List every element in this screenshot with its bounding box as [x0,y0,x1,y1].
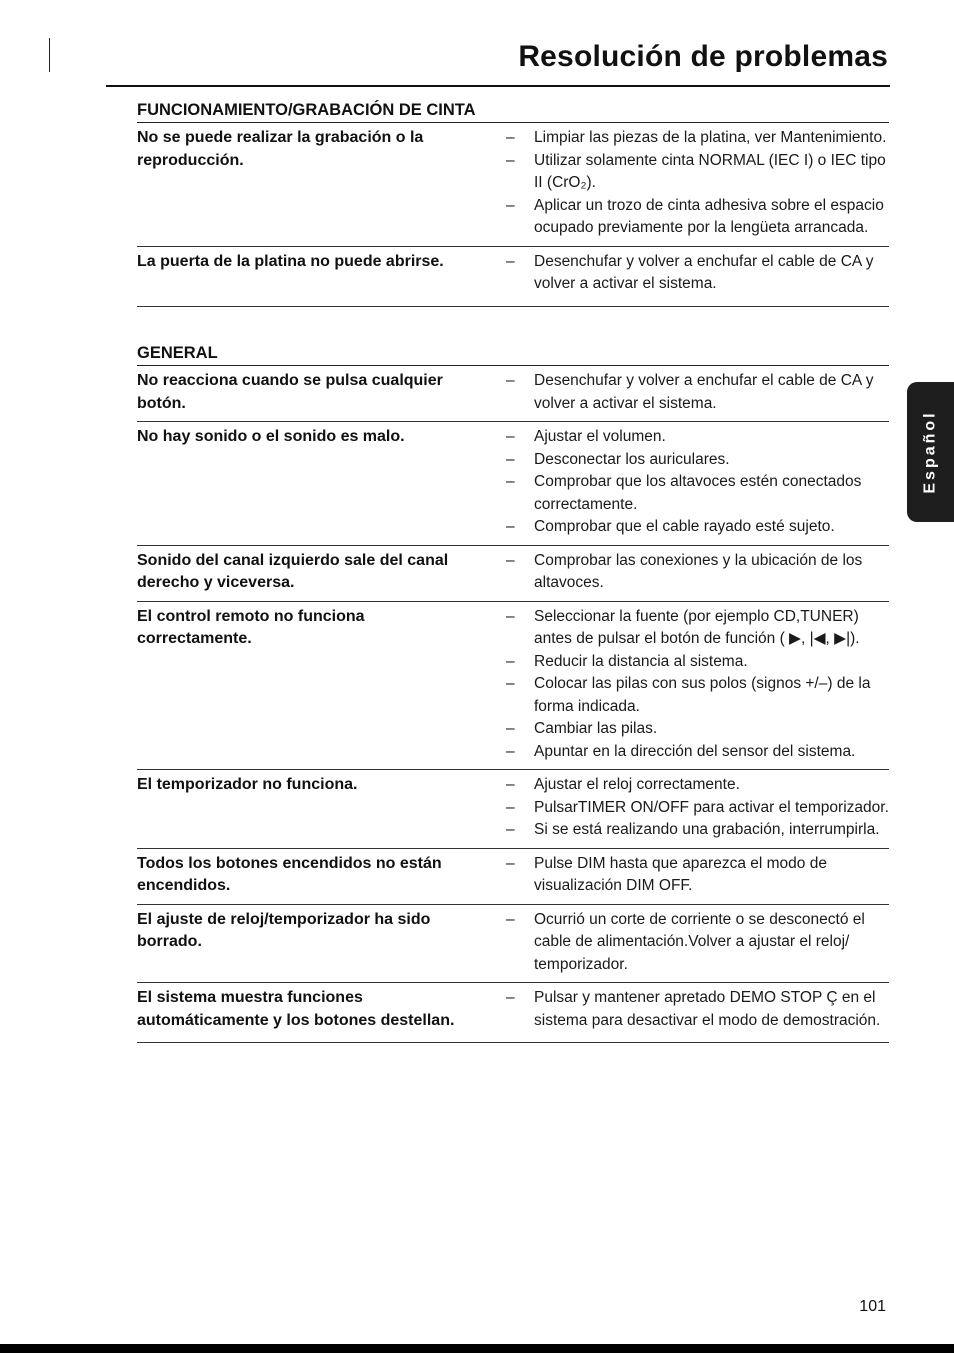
solution-text: Ocurrió un corte de corriente o se desconectó el cable de alimentación.Volver a ajustar el reloj/ temporizador. [534,910,865,973]
dash-icon: – [506,428,515,445]
language-tab-label: Español [921,410,939,494]
solution-list [492,426,889,539]
solution-text: Ajustar el reloj correctamente. [534,776,740,793]
dash-icon: – [506,372,515,389]
solution-list [492,606,889,764]
solution-text: Apuntar en la dirección del sensor del sistema. [534,742,856,760]
problem-text: Sonido del canal izquierdo sale del canal derecho y viceversa. [137,551,449,591]
problem-text: El sistema muestra funciones automáticamente y los botones destellan. [137,989,455,1029]
solution-item [492,449,889,472]
dash-icon: – [506,450,515,468]
solution-text: Comprobar las conexiones y la ubicación de los altavoces. [534,551,863,591]
table-row [137,602,889,771]
dash-icon: – [506,196,515,214]
table-row [137,247,889,307]
title-rule [106,85,890,87]
dash-icon: – [506,854,515,872]
solution-text: Si se está realizando una grabación, interrumpirla. [534,821,880,838]
dash-icon: – [506,129,515,146]
solution-text: Desenchufar y volver a enchufar el cable de CA y volver a activar el sistema. [534,252,874,292]
solution-text: Utilizar solamente cinta NORMAL (IEC I) o IEC tipo II (CrO₂). [534,151,886,191]
solution-item [492,774,889,797]
solution-list [492,987,889,1032]
table-row [137,546,889,602]
problem-text: El ajuste de reloj/temporizador ha sido borrado. [137,910,431,950]
table-row [137,770,889,849]
page-title: Resolución de problemas [518,40,888,73]
table-row [137,983,889,1043]
dash-icon: – [506,252,515,270]
section-heading: FUNCIONAMIENTO/GRABACIÓN DE CINTA [137,98,889,123]
problem-text: No reacciona cuando se pulsa cualquier botón. [137,372,443,412]
solution-item [492,251,889,296]
solution-item [492,853,889,898]
solution-list [492,774,889,842]
solution-item [492,370,889,415]
dash-icon: – [506,798,515,816]
solution-list [492,251,889,296]
solution-item [492,550,889,595]
solution-text: Pulse DIM hasta que aparezca el modo de visualización DIM OFF. [534,854,827,894]
dash-icon: – [506,910,515,928]
table-row [137,366,889,422]
solution-text: Aplicar un trozo de cinta adhesiva sobre el espacio ocupado previamente por la lengüeta arrancada. [534,196,884,236]
problem-text: No hay sonido o el sonido es malo. [137,428,405,445]
problem-text: No se puede realizar la grabación o la reproducción. [137,129,424,169]
solution-text: Ajustar el volumen. [534,428,666,445]
solution-item [492,127,889,150]
solution-text: Desconectar los auriculares. [534,450,730,468]
dash-icon: – [506,151,515,169]
solution-item [492,471,889,516]
language-tab [907,382,954,522]
table-row [137,905,889,984]
section-general [137,341,889,1043]
dash-icon: – [506,675,515,692]
section-tape-operation [137,98,889,307]
solution-text: Seleccionar la fuente (por ejemplo CD,TUNER) antes de pulsar el botón de función ( ▶, |◀, ▶|). [534,607,860,647]
solution-text: Pulsar y mantener apretado DEMO STOP Ç en el sistema para desactivar el modo de demostración. [534,989,881,1029]
section-heading: GENERAL [137,341,889,366]
dash-icon: – [506,473,515,490]
problem-text: El control remoto no funciona correctamente. [137,607,365,647]
solution-text: Comprobar que los altavoces estén conectados correctamente. [534,473,862,513]
table-row [137,123,889,247]
dash-icon: – [506,518,515,535]
solution-list [492,550,889,595]
solution-list [492,370,889,415]
problem-text: El temporizador no funciona. [137,776,358,793]
dash-icon: – [506,989,515,1006]
solution-item [492,797,889,820]
table-row [137,849,889,905]
solution-item [492,909,889,977]
table-row [137,422,889,546]
dash-icon: – [506,742,515,760]
solution-item [492,195,889,240]
solution-item [492,718,889,741]
solution-item [492,606,889,651]
dash-icon: – [506,652,515,670]
solution-item [492,150,889,195]
solution-text: PulsarTIMER ON/OFF para activar el temporizador. [534,798,889,816]
dash-icon: – [506,821,515,838]
solution-text: Limpiar las piezas de la platina, ver Mantenimiento. [534,129,887,146]
solution-text: Reducir la distancia al sistema. [534,652,748,670]
solution-item [492,819,889,842]
solution-list [492,853,889,898]
dash-icon: – [506,776,515,793]
solution-list [492,909,889,977]
solution-item [492,741,889,764]
problem-text: Todos los botones encendidos no están encendidos. [137,854,442,894]
solution-text: Desenchufar y volver a enchufar el cable de CA y volver a activar el sistema. [534,372,874,412]
solution-item [492,651,889,674]
dash-icon: – [506,551,515,569]
solution-list [492,127,889,240]
problem-text: La puerta de la platina no puede abrirse. [137,252,444,270]
solution-item [492,426,889,449]
solution-text: Colocar las pilas con sus polos (signos +/–) de la forma indicada. [534,675,871,715]
solution-item [492,516,889,539]
dash-icon: – [506,720,515,737]
solution-item [492,673,889,718]
solution-text: Cambiar las pilas. [534,720,658,737]
bottom-bar [0,1344,954,1353]
solution-item [492,987,889,1032]
solution-text: Comprobar que el cable rayado esté sujeto. [534,518,835,535]
dash-icon: – [506,607,515,625]
page-number: 101 [859,1298,886,1315]
margin-mark [49,38,50,72]
